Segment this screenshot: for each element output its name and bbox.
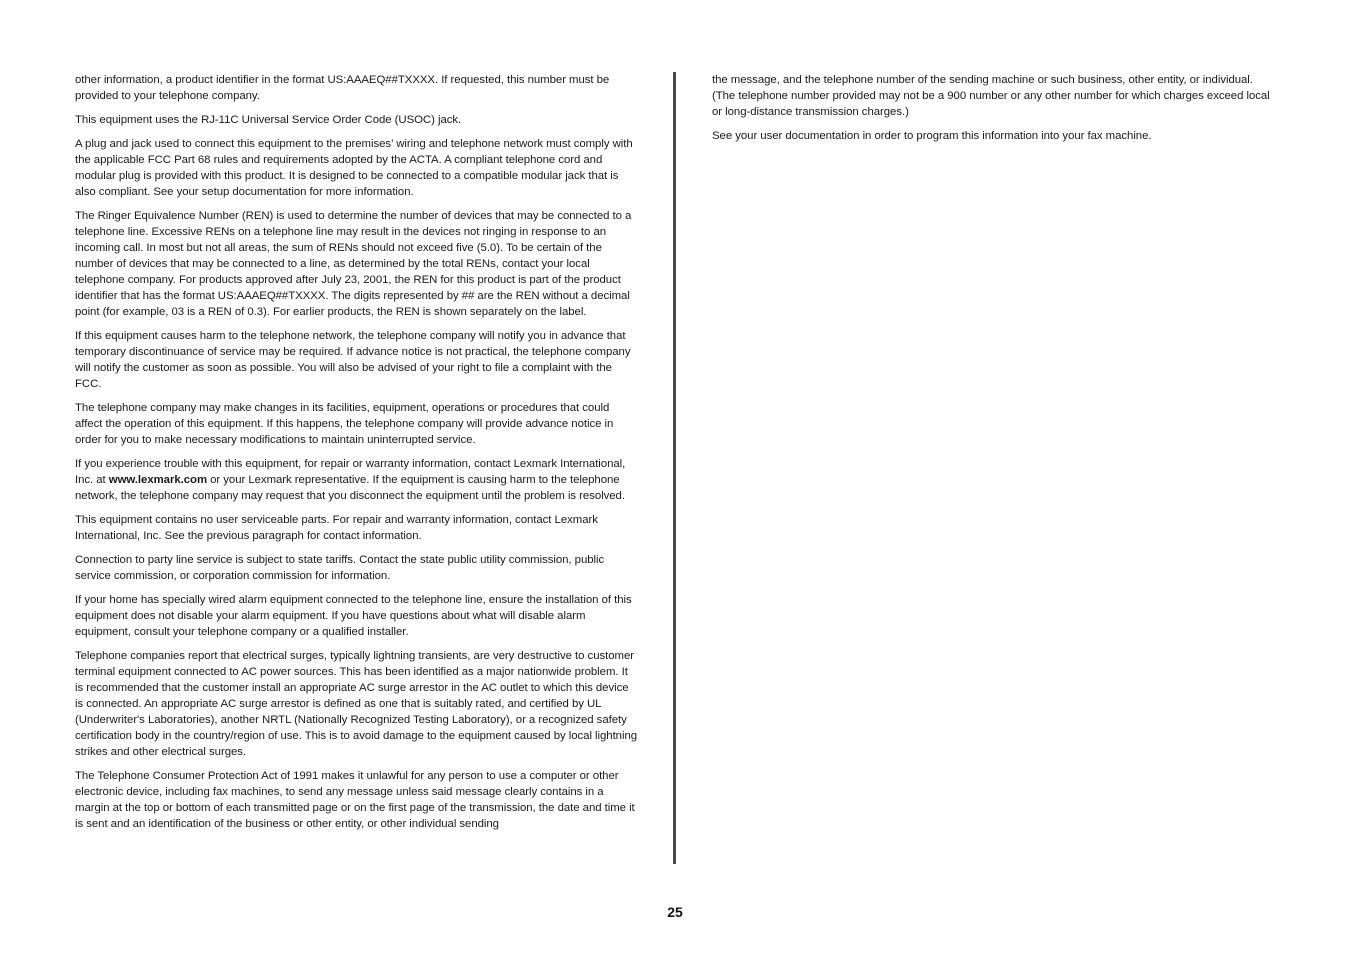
paragraph-consumer-protection-act: The Telephone Consumer Protection Act of 1991 makes it unlawful for any person to use a computer or other electronic device, including fax machines, to send any message unless said message clearly contains in a margin at the top or bottom of each transmitted page or on the first page of the transmission, the date and time it is sent and an identification of the business or other entity, or other individual sending bbox=[75, 770, 635, 830]
paragraph-product-identifier: other information, a product identifier in the format US:AAAEQ##TXXXX. If requested, this number must be provided to your telephone company. bbox=[75, 74, 610, 102]
paragraph-company-changes: The telephone company may make changes in its facilities, equipment, operations or procedures that could affect the operation of this equipment. If this happens, the telephone company will provide advance notice in order for you to make necessary modifications to maintain uninterrupted service. bbox=[75, 402, 614, 446]
lexmark-website-link[interactable]: www.lexmark.com bbox=[108, 474, 208, 486]
paragraph-user-documentation: See your user documentation in order to program this information into your fax machine. bbox=[712, 130, 1152, 142]
column-divider bbox=[673, 72, 676, 864]
paragraph-network-harm: If this equipment causes harm to the telephone network, the telephone company will notify you in advance that temporary discontinuance of service may be required. If advance notice is not practical, the telephone company will notify the customer as soon as possible. You will also be advised of your right to file a complaint with the FCC. bbox=[75, 330, 631, 390]
paragraph-ren: The Ringer Equivalence Number (REN) is used to determine the number of devices that may be connected to a telephone line. Excessive RENs on a telephone line may result in the devices not ringing in response to an incoming call. In most but not all areas, the sum of RENs should not exceed five (5.0). To be certain of the number of devices that may be connected to a line, as determined by the total RENs, contact your local telephone company. For products approved after July 23, 2001, the REN for this product is part of the product identifier that has the format US:AAAEQ##TXXXX. The digits represented by ## are the REN without a decimal point (for example, 03 is a REN of 0.3). For earlier products, the REN is shown separately on the label. bbox=[75, 210, 632, 318]
paragraph-plug-and-jack: A plug and jack used to connect this equipment to the premises’ wiring and telephone network must comply with the applicable FCC Part 68 rules and requirements adopted by the ACTA. A compliant telephone cord and modular plug is provided with this product. It is designed to be connected to a compatible modular jack that is also compliant. See your setup documentation for more information. bbox=[75, 138, 633, 198]
page-number: 25 bbox=[667, 904, 683, 920]
paragraph-electrical-surges: Telephone companies report that electrical surges, typically lightning transients, are very destructive to customer terminal equipment connected to AC power sources. This has been identified as a major nationwide problem. It is recommended that the customer install an appropriate AC surge arrestor in the AC outlet to which this device is connected. An appropriate AC surge arrestor is defined as one that is suitably rated, and certified by UL (Underwriter's Laboratories), another NRTL (Nationally Recognized Testing Laboratory), or a recognized safety certification body in the country/region of use. This is to avoid damage to the equipment caused by local lightning strikes and other electrical surges. bbox=[75, 650, 638, 758]
paragraph-usoc-jack: This equipment uses the RJ-11C Universal Service Order Code (USOC) jack. bbox=[75, 114, 462, 126]
right-column bbox=[712, 72, 1272, 152]
repair-text-before: If you experience trouble with this equipment, for repair or warranty information, contact Lexmark International, Inc. at bbox=[75, 458, 626, 486]
left-column bbox=[75, 72, 638, 840]
repair-text-after: or your Lexmark representative. If the equipment is causing harm to the telephone network, the telephone company may request that you disconnect the equipment until the problem is resolved. bbox=[75, 474, 625, 502]
paragraph-no-serviceable-parts: This equipment contains no user serviceable parts. For repair and warranty information, contact Lexmark International, Inc. See the previous paragraph for contact information. bbox=[75, 514, 598, 542]
paragraph-alarm-equipment: If your home has specially wired alarm equipment connected to the telephone line, ensure the installation of this equipment does not disable your alarm equipment. If you have questions about what will disable alarm equipment, consult your telephone company or a qualified installer. bbox=[75, 594, 632, 638]
paragraph-sending-machine: the message, and the telephone number of the sending machine or such business, other entity, or individual. (The telephone number provided may not be a 900 number or any other number for which charges exceed local or long-distance transmission charges.) bbox=[712, 74, 1270, 118]
paragraph-party-line: Connection to party line service is subject to state tariffs. Contact the state public utility commission, public service commission, or corporation commission for information. bbox=[75, 554, 605, 582]
paragraph-repair-warranty bbox=[75, 456, 638, 504]
